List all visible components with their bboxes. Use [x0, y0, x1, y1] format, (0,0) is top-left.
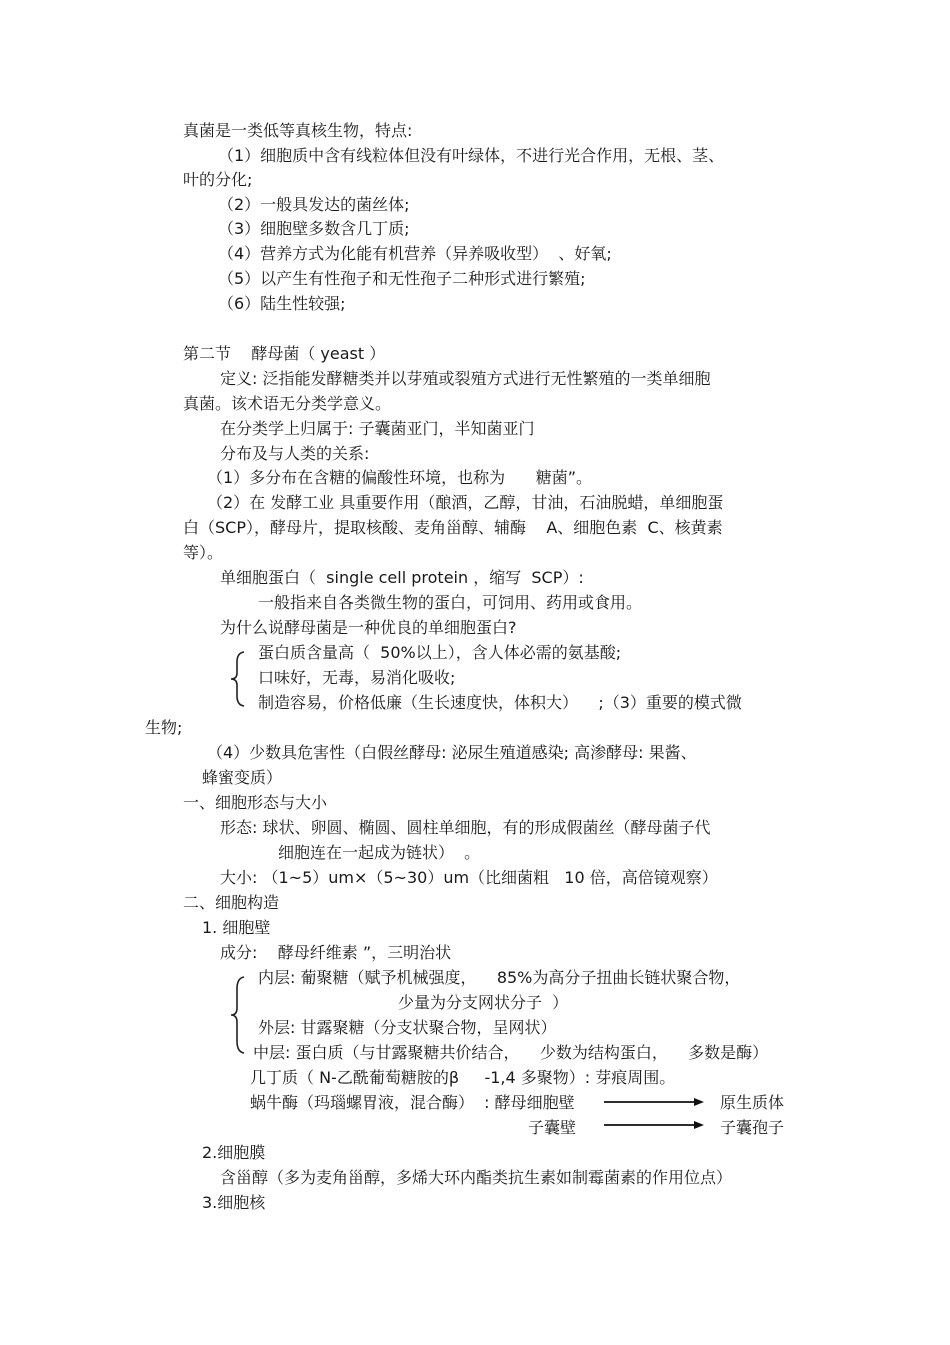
fungi-feature-1b: 叶的分化;: [183, 170, 253, 189]
fungi-intro-title: 真菌是一类低等真核生物，特点:: [183, 121, 413, 140]
scp-reason-2: 口味好，无毒，易消化吸收;: [258, 668, 456, 687]
structure-heading: 二、细胞构造: [183, 893, 280, 912]
scp-reason-1: 蛋白质含量高（ 50%以上），含人体必需的氨基酸;: [258, 643, 622, 662]
snail-enzyme-line: 蜗牛酶（玛瑙螺胃液，混合酶） : 酵母细胞壁: [250, 1093, 575, 1112]
morphology-shape-b: 细胞连在一起成为链状） 。: [278, 843, 481, 862]
scp-description: 一般指来自各类微生物的蛋白，可饲用、药用或食用。: [258, 593, 643, 612]
chitin-line: 几丁质（ N-乙酰葡萄糖胺的β -1,4 多聚物）: 芽痕周围。: [250, 1068, 676, 1087]
yeast-relation-4b: 蜂蜜变质）: [202, 768, 283, 787]
left-brace-wall: [229, 975, 249, 1055]
cell-wall-composition: 成分: 酵母纤维素 ”，三明治状: [220, 943, 452, 962]
yeast-relation-4a: （4）少数具危害性（白假丝酵母: 泌尿生殖道感染; 高渗酵母: 果酱、: [207, 743, 697, 762]
fungi-feature-2: （2）一般具发达的菌丝体;: [218, 195, 410, 214]
snail-enzyme-result-2: 子囊孢子: [720, 1118, 785, 1137]
fungi-feature-4: （4）营养方式为化能有机营养（异养吸收型） 、好氧;: [218, 244, 612, 263]
yeast-relation-2b: 白（SCP），酵母片，提取核酸、麦角甾醇、辅酶 A、细胞色素 C、核黄素: [183, 518, 723, 537]
fungi-feature-1a: （1）细胞质中含有线粒体但没有叶绿体，不进行光合作用，无根、茎、: [218, 146, 725, 165]
arrow-icon: [604, 1097, 704, 1107]
cell-membrane-desc: 含甾醇（多为麦角甾醇，多烯大环内酯类抗生素如制霉菌素的作用位点）: [220, 1168, 733, 1187]
cell-membrane-heading: 2.细胞膜: [202, 1143, 266, 1162]
yeast-relation-2a: （2）在 发酵工业 具重要作用（酿酒，乙醇，甘油，石油脱蜡，单细胞蛋: [207, 493, 724, 512]
scp-question: 为什么说酵母菌是一种优良的单细胞蛋白?: [220, 618, 517, 637]
cell-nucleus-heading: 3.细胞核: [202, 1193, 266, 1212]
scp-reason-3b: 生物;: [145, 718, 183, 737]
fungi-feature-5: （5）以产生有性孢子和无性孢子二种形式进行繁殖;: [218, 269, 586, 288]
left-brace-scp: [229, 650, 249, 708]
scp-definition: 单细胞蛋白（ single cell protein ，缩写 SCP）:: [220, 568, 584, 587]
scp-reason-3: 制造容易，价格低廉（生长速度快，体积大） ;（3）重要的模式微: [258, 693, 742, 712]
yeast-definition-b: 真菌。该术语无分类学意义。: [183, 394, 392, 413]
cell-wall-inner-a: 内层: 葡聚糖（赋予机械强度， 85%为高分子扭曲长链状聚合物，: [258, 968, 741, 987]
cell-wall-outer: 外层: 甘露聚糖（分支状聚合物，呈网状）: [258, 1018, 557, 1037]
yeast-definition-a: 定义: 泛指能发酵糖类并以芽殖或裂殖方式进行无性繁殖的一类单细胞: [220, 369, 711, 388]
arrow-icon: [604, 1120, 704, 1130]
cell-wall-inner-b: 少量为分支网状分子 ）: [398, 993, 569, 1012]
fungi-feature-3: （3）细胞壁多数含几丁质;: [218, 219, 410, 238]
ascus-wall: 子囊壁: [528, 1118, 577, 1137]
morphology-size: 大小: （1~5）um×（5~30）um（比细菌粗 10 倍，高倍镜观察）: [220, 868, 718, 887]
yeast-relation-1: （1）多分布在含糖的偏酸性环境，也称为 糖菌”。: [207, 468, 592, 487]
cell-wall-heading: 1. 细胞壁: [202, 918, 271, 937]
fungi-feature-6: （6）陆生性较强;: [218, 294, 346, 313]
snail-enzyme-result-1: 原生质体: [720, 1093, 785, 1112]
morphology-shape-a: 形态: 球状、卵圆、椭圆、圆柱单细胞，有的形成假菌丝（酵母菌子代: [220, 818, 711, 837]
section2-heading: 第二节 酵母菌（ yeast ）: [183, 344, 386, 363]
morphology-heading: 一、细胞形态与大小: [183, 793, 328, 812]
yeast-relation-2c: 等）。: [183, 543, 224, 562]
yeast-taxonomy: 在分类学上归属于: 子囊菌亚门，半知菌亚门: [220, 419, 535, 438]
cell-wall-middle: 中层: 蛋白质（与甘露聚糖共价结合， 少数为结构蛋白， 多数是酶）: [253, 1043, 769, 1062]
yeast-relation-heading: 分布及与人类的关系:: [220, 444, 370, 463]
